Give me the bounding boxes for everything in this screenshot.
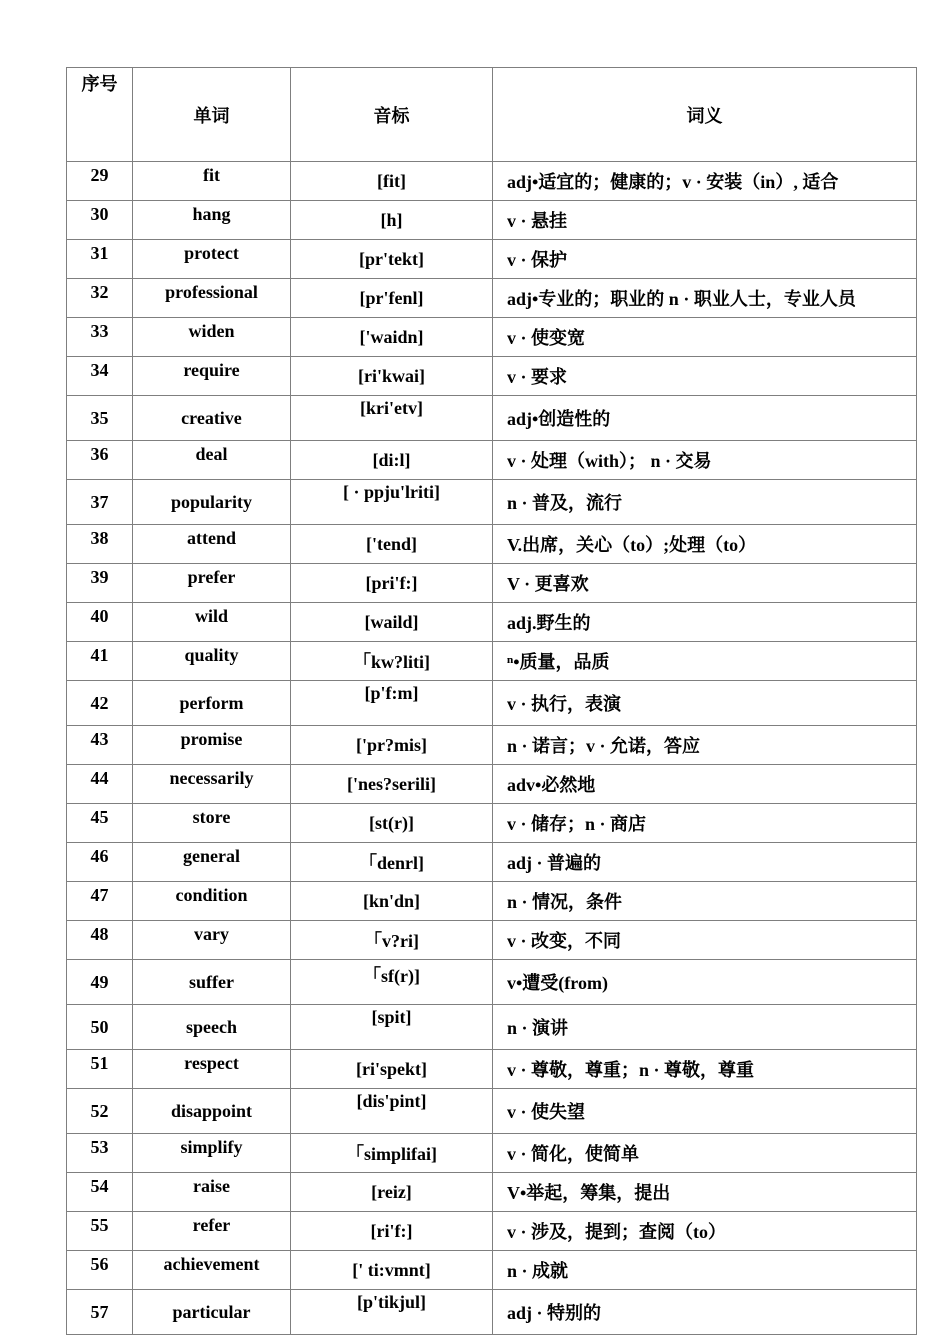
- table-row: [67, 603, 917, 642]
- row-number: 32: [67, 279, 133, 318]
- header-phonetic: 音标: [291, 68, 493, 162]
- row-number: 47: [67, 882, 133, 921]
- table-row: [67, 843, 917, 882]
- row-number: 50: [67, 1005, 133, 1050]
- row-number: 38: [67, 525, 133, 564]
- row-meaning: adj•专业的；职业的 n · 职业人士，专业人员: [493, 279, 917, 318]
- row-phonetic: [waild]: [291, 603, 493, 642]
- row-number: 34: [67, 357, 133, 396]
- row-meaning: adv•必然地: [493, 765, 917, 804]
- row-number: 42: [67, 681, 133, 726]
- table-row: [67, 480, 917, 525]
- row-word: widen: [133, 318, 291, 357]
- vocabulary-table: [66, 67, 917, 1335]
- row-meaning: v · 使失望: [493, 1089, 917, 1134]
- row-meaning: adj · 普遍的: [493, 843, 917, 882]
- row-meaning: v · 要求: [493, 357, 917, 396]
- row-word: protect: [133, 240, 291, 279]
- row-meaning: v · 悬挂: [493, 201, 917, 240]
- row-word: wild: [133, 603, 291, 642]
- table-row: [67, 1290, 917, 1335]
- row-phonetic: 「simplifai]: [291, 1134, 493, 1173]
- row-word: creative: [133, 396, 291, 441]
- row-word: disappoint: [133, 1089, 291, 1134]
- row-number: 54: [67, 1173, 133, 1212]
- row-number: 55: [67, 1212, 133, 1251]
- table-row: [67, 357, 917, 396]
- row-meaning: v · 简化，使简单: [493, 1134, 917, 1173]
- row-phonetic: [pri'f:]: [291, 564, 493, 603]
- row-word: particular: [133, 1290, 291, 1335]
- row-word: professional: [133, 279, 291, 318]
- row-meaning: v · 处理（with）； n · 交易: [493, 441, 917, 480]
- table-row: [67, 564, 917, 603]
- row-word: require: [133, 357, 291, 396]
- row-number: 56: [67, 1251, 133, 1290]
- row-number: 53: [67, 1134, 133, 1173]
- table-row: [67, 804, 917, 843]
- table-row: [67, 318, 917, 357]
- row-meaning: adj · 特别的: [493, 1290, 917, 1335]
- row-word: quality: [133, 642, 291, 681]
- row-meaning: adj•适宜的；健康的；v · 安装（in）, 适合: [493, 162, 917, 201]
- row-word: store: [133, 804, 291, 843]
- row-word: achievement: [133, 1251, 291, 1290]
- header-word: 单词: [133, 68, 291, 162]
- row-number: 36: [67, 441, 133, 480]
- row-phonetic: [spit]: [291, 1005, 493, 1050]
- row-number: 45: [67, 804, 133, 843]
- row-meaning: n · 演讲: [493, 1005, 917, 1050]
- row-word: attend: [133, 525, 291, 564]
- row-word: condition: [133, 882, 291, 921]
- row-phonetic: [' ti:vmnt]: [291, 1251, 493, 1290]
- row-phonetic: ['nes?serili]: [291, 765, 493, 804]
- row-meaning: v · 储存；n · 商店: [493, 804, 917, 843]
- table-row: [67, 726, 917, 765]
- row-meaning: ⁿ•质量，品质: [493, 642, 917, 681]
- header-number: 序号: [67, 68, 133, 162]
- row-meaning: v•遭受(from): [493, 960, 917, 1005]
- row-phonetic: [kri'etv]: [291, 396, 493, 441]
- table-row: [67, 441, 917, 480]
- row-word: deal: [133, 441, 291, 480]
- row-meaning: V•举起，筹集，提出: [493, 1173, 917, 1212]
- row-meaning: adj.野生的: [493, 603, 917, 642]
- row-word: fit: [133, 162, 291, 201]
- row-number: 31: [67, 240, 133, 279]
- row-number: 35: [67, 396, 133, 441]
- row-phonetic: 「denrl]: [291, 843, 493, 882]
- table-row: [67, 525, 917, 564]
- row-number: 44: [67, 765, 133, 804]
- row-meaning: V · 更喜欢: [493, 564, 917, 603]
- table-row: [67, 1173, 917, 1212]
- row-word: refer: [133, 1212, 291, 1251]
- row-meaning: v · 使变宽: [493, 318, 917, 357]
- row-word: raise: [133, 1173, 291, 1212]
- row-phonetic: [ · ppju'lriti]: [291, 480, 493, 525]
- table-row: [67, 1212, 917, 1251]
- row-phonetic: [reiz]: [291, 1173, 493, 1212]
- row-number: 30: [67, 201, 133, 240]
- row-word: general: [133, 843, 291, 882]
- row-number: 52: [67, 1089, 133, 1134]
- row-meaning: v · 改变，不同: [493, 921, 917, 960]
- table-row: [67, 1134, 917, 1173]
- row-phonetic: [p'f:m]: [291, 681, 493, 726]
- row-word: suffer: [133, 960, 291, 1005]
- table-row: [67, 921, 917, 960]
- row-phonetic: [p'tikjul]: [291, 1290, 493, 1335]
- table-row: [67, 279, 917, 318]
- row-number: 37: [67, 480, 133, 525]
- row-word: respect: [133, 1050, 291, 1089]
- row-word: prefer: [133, 564, 291, 603]
- row-number: 41: [67, 642, 133, 681]
- row-word: hang: [133, 201, 291, 240]
- row-word: perform: [133, 681, 291, 726]
- row-phonetic: ['pr?mis]: [291, 726, 493, 765]
- row-number: 29: [67, 162, 133, 201]
- row-number: 49: [67, 960, 133, 1005]
- row-number: 48: [67, 921, 133, 960]
- row-meaning: v · 保护: [493, 240, 917, 279]
- row-meaning: n · 诺言；v · 允诺，答应: [493, 726, 917, 765]
- table-header-row: [67, 68, 917, 162]
- table-row: [67, 642, 917, 681]
- row-word: necessarily: [133, 765, 291, 804]
- row-number: 57: [67, 1290, 133, 1335]
- table-row: [67, 882, 917, 921]
- row-phonetic: 「v?ri]: [291, 921, 493, 960]
- row-number: 51: [67, 1050, 133, 1089]
- row-word: speech: [133, 1005, 291, 1050]
- row-meaning: adj•创造性的: [493, 396, 917, 441]
- table-row: [67, 162, 917, 201]
- row-number: 33: [67, 318, 133, 357]
- row-word: popularity: [133, 480, 291, 525]
- row-meaning: n · 普及，流行: [493, 480, 917, 525]
- row-meaning: v · 涉及，提到；查阅（to）: [493, 1212, 917, 1251]
- row-number: 43: [67, 726, 133, 765]
- row-number: 39: [67, 564, 133, 603]
- table-body: [67, 162, 917, 1335]
- row-phonetic: [ri'f:]: [291, 1212, 493, 1251]
- header-meaning: 词义: [493, 68, 917, 162]
- row-word: vary: [133, 921, 291, 960]
- row-phonetic: [di:l]: [291, 441, 493, 480]
- table-row: [67, 201, 917, 240]
- row-meaning: n · 成就: [493, 1251, 917, 1290]
- table-row: [67, 960, 917, 1005]
- table-row: [67, 681, 917, 726]
- row-phonetic: [fit]: [291, 162, 493, 201]
- row-phonetic: 「kw?liti]: [291, 642, 493, 681]
- table-row: [67, 240, 917, 279]
- row-phonetic: 「sf(r)]: [291, 960, 493, 1005]
- row-phonetic: ['tend]: [291, 525, 493, 564]
- row-phonetic: [pr'fenl]: [291, 279, 493, 318]
- row-phonetic: [ri'kwai]: [291, 357, 493, 396]
- row-meaning: v · 执行，表演: [493, 681, 917, 726]
- row-phonetic: ['waidn]: [291, 318, 493, 357]
- row-phonetic: [kn'dn]: [291, 882, 493, 921]
- row-meaning: V.出席，关心（to）;处理（to）: [493, 525, 917, 564]
- row-meaning: n · 情况，条件: [493, 882, 917, 921]
- table-row: [67, 1251, 917, 1290]
- table-row: [67, 396, 917, 441]
- row-number: 40: [67, 603, 133, 642]
- row-phonetic: [dis'pint]: [291, 1089, 493, 1134]
- table-row: [67, 1050, 917, 1089]
- row-phonetic: [ri'spekt]: [291, 1050, 493, 1089]
- row-number: 46: [67, 843, 133, 882]
- row-meaning: v · 尊敬，尊重；n · 尊敬，尊重: [493, 1050, 917, 1089]
- table-row: [67, 1005, 917, 1050]
- row-phonetic: [pr'tekt]: [291, 240, 493, 279]
- row-phonetic: [h]: [291, 201, 493, 240]
- table-row: [67, 765, 917, 804]
- row-word: promise: [133, 726, 291, 765]
- row-phonetic: [st(r)]: [291, 804, 493, 843]
- table-row: [67, 1089, 917, 1134]
- row-word: simplify: [133, 1134, 291, 1173]
